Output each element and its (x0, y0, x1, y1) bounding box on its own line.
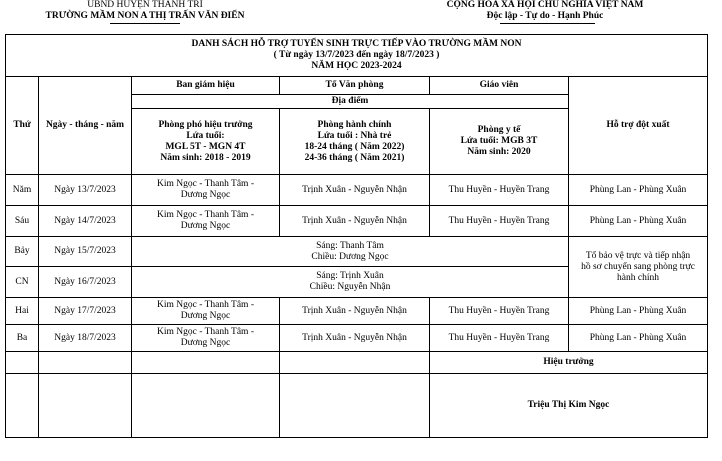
signature-name: Triệu Thị Kim Ngọc (430, 374, 708, 438)
title-school-year: NĂM HỌC 2023-2024 (311, 61, 402, 71)
sunday-duty: Sáng: Trịnh Xuân Chiều: Nguyễn Nhận (132, 267, 569, 298)
table-row: Năm Ngày 13/7/2023 Kim Ngọc - Thanh Tâm - Dương Ngọc Trịnh Xuân - Nguyễn Nhận Thu Huyền - Huyền Trang Phùng Lan - Phùng Xuân (6, 175, 708, 206)
table-title (6, 35, 708, 77)
weekend-support: Tổ bảo vệ trực và tiếp nhận hồ sơ chuyển sang phòng trực hành chính (569, 237, 708, 298)
school-name: TRƯỜNG MẦM NON A THỊ TRẤN VĂN ĐIỂN (45, 11, 245, 21)
table-row: CN Ngày 16/7/2023 Sáng: Trịnh Xuân Chiều: Nguyễn Nhận (6, 267, 708, 298)
district-name: UBND HUYỆN THANH TRÌ (87, 0, 203, 10)
title-main: DANH SÁCH HỖ TRỢ TUYỂN SINH TRỰC TIẾP VÀO TRƯỜNG MẦM NON (191, 39, 522, 49)
location-hanh-chinh: Phòng hành chính Lứa tuổi : Nhà trẻ 18-24 tháng ( Năm 2022) 24-36 tháng ( Năm 2021) (280, 109, 430, 175)
table-row: Ba Ngày 18/7/2023 Kim Ngọc - Thanh Tâm - Dương Ngọc Trịnh Xuân - Nguyễn Nhận Thu Huyền - Huyền Trang Phùng Lan - Phùng Xuân (6, 325, 708, 352)
schedule-table (5, 34, 708, 438)
national-title: CỘNG HÒA XÃ HỘI CHỦ NGHĨA VIỆT NAM (446, 0, 644, 10)
col-giao-vien: Giáo viên (430, 77, 569, 95)
location-y-te: Phòng y tế Lứa tuổi: MGB 3T Năm sinh: 2020 (430, 109, 569, 175)
left-underline (110, 23, 180, 24)
title-date-range: ( Từ ngày 13/7/2023 đến ngày 18/7/2023 ) (273, 50, 440, 60)
col-ngay: Ngày - tháng - năm (39, 77, 132, 175)
right-underline (500, 23, 595, 24)
signature-role: Hiệu trưởng (430, 352, 708, 374)
header-right (395, 0, 695, 22)
table-row: Bảy Ngày 15/7/2023 Sáng: Thanh Tâm Chiều: Dương Ngọc Tổ bảo vệ trực và tiếp nhận hồ sơ chuyển sang phòng trực hành chính (6, 237, 708, 267)
table-row: Sáu Ngày 14/7/2023 Kim Ngọc - Thanh Tâm - Dương Ngọc Trịnh Xuân - Nguyễn Nhận Thu Huyền - Huyền Trang Phùng Lan - Phùng Xuân (6, 206, 708, 237)
table-row: Hai Ngày 17/7/2023 Kim Ngọc - Thanh Tâm - Dương Ngọc Trịnh Xuân - Nguyễn Nhận Thu Huyền - Huyền Trang Phùng Lan - Phùng Xuân (6, 298, 708, 325)
saturday-duty: Sáng: Thanh Tâm Chiều: Dương Ngọc (132, 237, 569, 267)
location-pho-hieu-truong: Phòng phó hiệu trưởng Lứa tuổi: MGL 5T - MGN 4T Năm sinh: 2018 - 2019 (132, 109, 280, 175)
col-to-van-phong: Tổ Văn phòng (280, 77, 430, 95)
signature-name-row (6, 374, 708, 438)
national-motto: Độc lập - Tự do - Hạnh Phúc (486, 11, 604, 21)
signature-role-row (6, 352, 708, 374)
header-left (45, 0, 245, 22)
col-ho-tro: Hỗ trợ đột xuất (569, 77, 708, 175)
col-dia-diem: Địa điểm (132, 95, 569, 109)
col-thu: Thứ (6, 77, 39, 175)
col-ban-giam-hieu: Ban giám hiệu (132, 77, 280, 95)
